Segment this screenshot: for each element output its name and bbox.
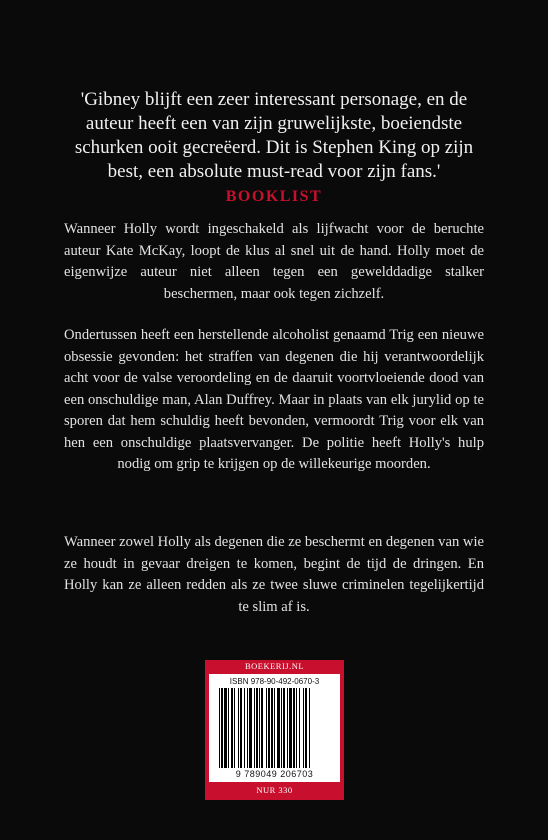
barcode-bar bbox=[259, 688, 260, 768]
barcode-bar bbox=[305, 688, 307, 768]
quote-source: BOOKLIST bbox=[225, 188, 323, 205]
barcode-bar bbox=[219, 688, 220, 768]
blurb-paragraph-2: Ondertussen heeft een herstellende alcoholist genaamd Trig een nieuwe obsessie gevonden: het straffen van degenen die hij verantwoordelijk acht voor de valse veroordeling en de daaruit voortvloeiende dood van een onschuldige man, Alan Duffrey. Maar in plaats van elk jurylid op te sporen dat hem schuldig heeft bevonden, vermoordt Trig voor elk van hen een onschuldige plaatsvervanger. De politie heeft Holly's hulp nodig om grip te krijgen op de willekeurige moorden. bbox=[64, 327, 484, 472]
barcode-bar bbox=[303, 688, 304, 768]
barcode-bar bbox=[271, 688, 273, 768]
barcode-bar bbox=[228, 688, 229, 768]
barcode-bar bbox=[231, 688, 233, 768]
barcode-bar bbox=[247, 688, 248, 768]
barcode-bar bbox=[296, 688, 297, 768]
barcode-bar bbox=[268, 688, 270, 768]
barcode-bar bbox=[289, 688, 292, 768]
barcode-bar bbox=[293, 688, 295, 768]
barcode-bar bbox=[256, 688, 258, 768]
barcode-bar bbox=[274, 688, 275, 768]
barcode-bar bbox=[224, 688, 227, 768]
nur-code: NUR 330 bbox=[256, 785, 293, 795]
barcode-bar bbox=[249, 688, 252, 768]
barcode-bar bbox=[287, 688, 288, 768]
barcode-box bbox=[205, 660, 344, 800]
barcode-bar bbox=[309, 688, 310, 768]
barcode-bar bbox=[254, 688, 255, 768]
barcode-icon bbox=[219, 688, 331, 768]
barcode-bar bbox=[221, 688, 223, 768]
barcode-panel bbox=[209, 674, 340, 782]
barcode-bar bbox=[240, 688, 242, 768]
barcode-bar bbox=[277, 688, 280, 768]
ean-number: 9 789049 206703 bbox=[235, 769, 314, 779]
quote-text: 'Gibney blijft een zeer interessant personage, en de auteur heeft een van zijn gruwelijkste, boeiendste schurken ooit gecreëerd. Dit is Stephen King op zijn best, een absolute must-read voor zijn fans.' bbox=[74, 89, 474, 182]
barcode-bar bbox=[261, 688, 263, 768]
barcode-bar bbox=[234, 688, 235, 768]
barcode-bar bbox=[281, 688, 282, 768]
barcode-bar bbox=[283, 688, 285, 768]
review-quote bbox=[60, 88, 488, 209]
barcode-bar bbox=[266, 688, 267, 768]
barcode-bar bbox=[299, 688, 300, 768]
barcode-bar bbox=[244, 688, 245, 768]
barcode-bar bbox=[238, 688, 239, 768]
publisher-url: BOEKERIJ.NL bbox=[244, 661, 305, 671]
blurb-paragraph-1: Wanneer Holly wordt ingeschakeld als lijfwacht voor de beruchte auteur Kate McKay, loopt de klus al snel uit de hand. Holly moet de eigenwijze auteur niet alleen tegen een gewelddadige stalker beschermen, maar ook tegen zichzelf. bbox=[64, 221, 484, 302]
blurb-paragraph-3: Wanneer zowel Holly als degenen die ze beschermt en degenen van wie ze houdt in gevaar dreigen te komen, begint de tijd de dringen. En Holly kan ze alleen redden als ze twee sluwe criminelen tegelijkertijd te slim af is. bbox=[64, 534, 484, 615]
isbn-number: ISBN 978-90-492-0670-3 bbox=[229, 677, 320, 686]
